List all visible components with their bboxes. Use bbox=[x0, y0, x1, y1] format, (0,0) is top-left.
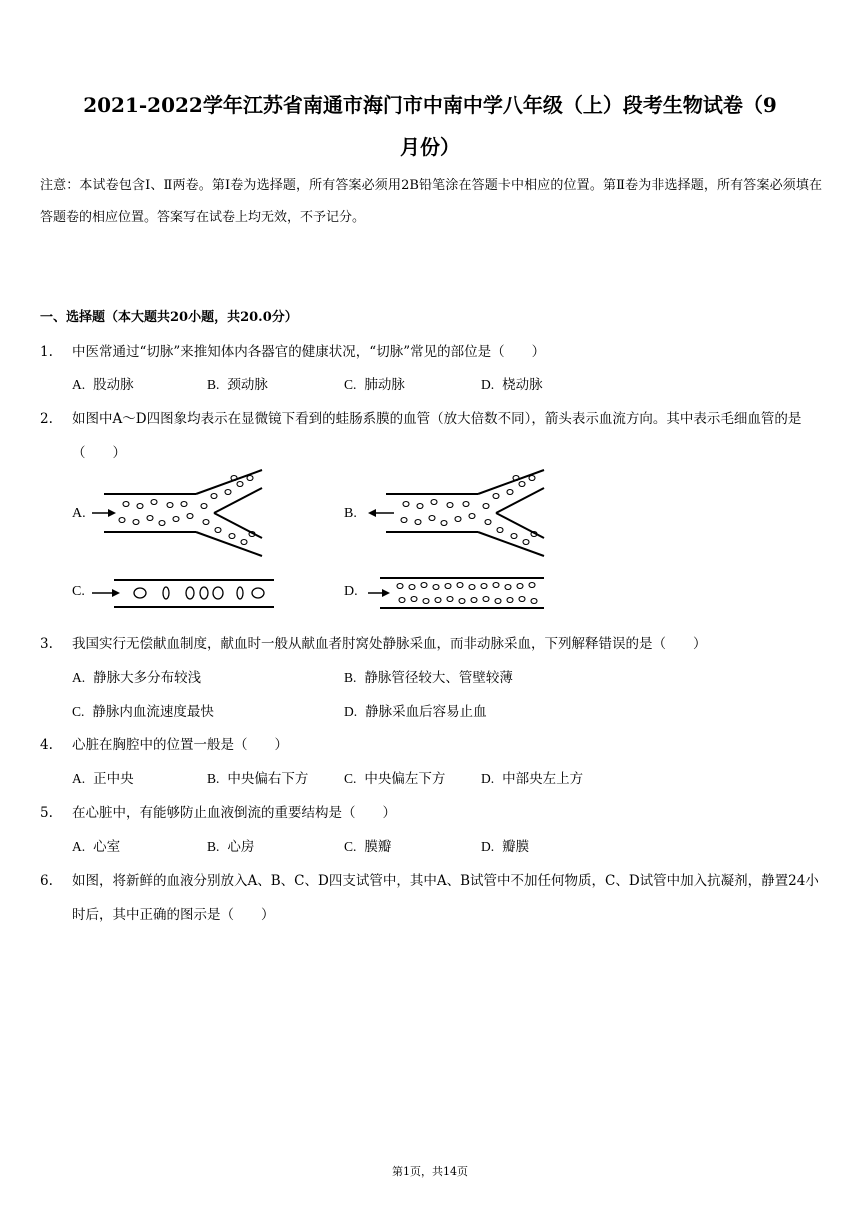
title-line-1: 2021-2022学年江苏省南通市海门市中南中学八年级（上）段考生物试卷（9 bbox=[83, 93, 777, 117]
title-line-2: 月份） bbox=[400, 135, 460, 159]
option-d[interactable]: D. 中部央左上方 bbox=[481, 771, 584, 787]
section-heading: 一、选择题（本大题共20小题，共20.0分） bbox=[40, 310, 298, 325]
page-footer: 第1页，共14页 bbox=[392, 1165, 468, 1178]
option-d[interactable]: D. 瓣膜 bbox=[481, 839, 530, 855]
option-a[interactable]: A. 静脉大多分布较浅 bbox=[72, 670, 202, 686]
option-a[interactable]: A. 心室 bbox=[72, 839, 121, 855]
option-b[interactable]: B. 静脉管径较大、管壁较薄 bbox=[344, 670, 513, 686]
vessel-diagram-d bbox=[366, 574, 556, 614]
question-6 bbox=[40, 864, 822, 932]
option-b[interactable]: B. 心房 bbox=[207, 839, 255, 855]
option-a[interactable]: A. 股动脉 bbox=[72, 377, 134, 393]
question-1 bbox=[40, 335, 822, 369]
question-stem: 如图，将新鲜的血液分别放入A、B、C、D四支试管中，其中A、B试管中不加任何物质，C、D试管中加入抗凝剂，静置24小时后，其中正确的图示是（ ） bbox=[72, 873, 819, 923]
question-3 bbox=[40, 627, 822, 661]
option-d[interactable]: D. 静脉采血后容易止血 bbox=[344, 704, 487, 720]
question-stem: 在心脏中，有能够防止血液倒流的重要结构是（ ） bbox=[72, 805, 396, 821]
question-5 bbox=[40, 796, 822, 830]
figure-label-d[interactable]: D. bbox=[344, 584, 358, 599]
question-number: 6. bbox=[40, 873, 53, 889]
vessel-diagram-a bbox=[92, 466, 277, 560]
option-a[interactable]: A. 正中央 bbox=[72, 771, 134, 787]
exam-title bbox=[30, 84, 830, 168]
option-c[interactable]: C. 膜瓣 bbox=[344, 839, 392, 855]
vessel-diagram-c bbox=[92, 574, 277, 614]
question-stem: 如图中A～D四图象均表示在显微镜下看到的蛙肠系膜的血管（放大倍数不同），箭头表示血流方向。其中表示毛细血管的是（ ） bbox=[72, 411, 802, 461]
vessel-diagram-b bbox=[366, 466, 556, 560]
option-b[interactable]: B. 颈动脉 bbox=[207, 377, 268, 393]
question-4 bbox=[40, 728, 822, 762]
question-stem: 我国实行无偿献血制度，献血时一般从献血者肘窝处静脉采血，而非动脉采血，下列解释错误的是（ ） bbox=[72, 636, 707, 652]
figure-label-c[interactable]: C. bbox=[72, 584, 85, 599]
question-stem: 中医常通过“切脉”来推知体内各器官的健康状况，“切脉”常见的部位是（ ） bbox=[72, 344, 546, 360]
question-2 bbox=[40, 402, 822, 470]
question-number: 5. bbox=[40, 805, 53, 821]
question-number: 4. bbox=[40, 737, 53, 753]
question-number: 2. bbox=[40, 411, 53, 427]
question-number: 1. bbox=[40, 344, 53, 360]
option-c[interactable]: C. 静脉内血流速度最快 bbox=[72, 704, 214, 720]
option-c[interactable]: C. 中央偏左下方 bbox=[344, 771, 446, 787]
option-c[interactable]: C. 肺动脉 bbox=[344, 377, 405, 393]
figure-label-a[interactable]: A. bbox=[72, 506, 86, 521]
question-stem: 心脏在胸腔中的位置一般是（ ） bbox=[72, 737, 288, 753]
option-d[interactable]: D. 桡动脉 bbox=[481, 377, 543, 393]
option-b[interactable]: B. 中央偏右下方 bbox=[207, 771, 309, 787]
figure-label-b[interactable]: B. bbox=[344, 506, 357, 521]
question-number: 3. bbox=[40, 636, 53, 652]
exam-notice: 注意：本试卷包含Ⅰ、Ⅱ两卷。第Ⅰ卷为选择题，所有答案必须用2B铅笔涂在答题卡中相应的位置。第Ⅱ卷为非选择题，所有答案必须填在答题卷的相应位置。答案写在试卷上均无效，不予记分。 bbox=[40, 178, 822, 225]
